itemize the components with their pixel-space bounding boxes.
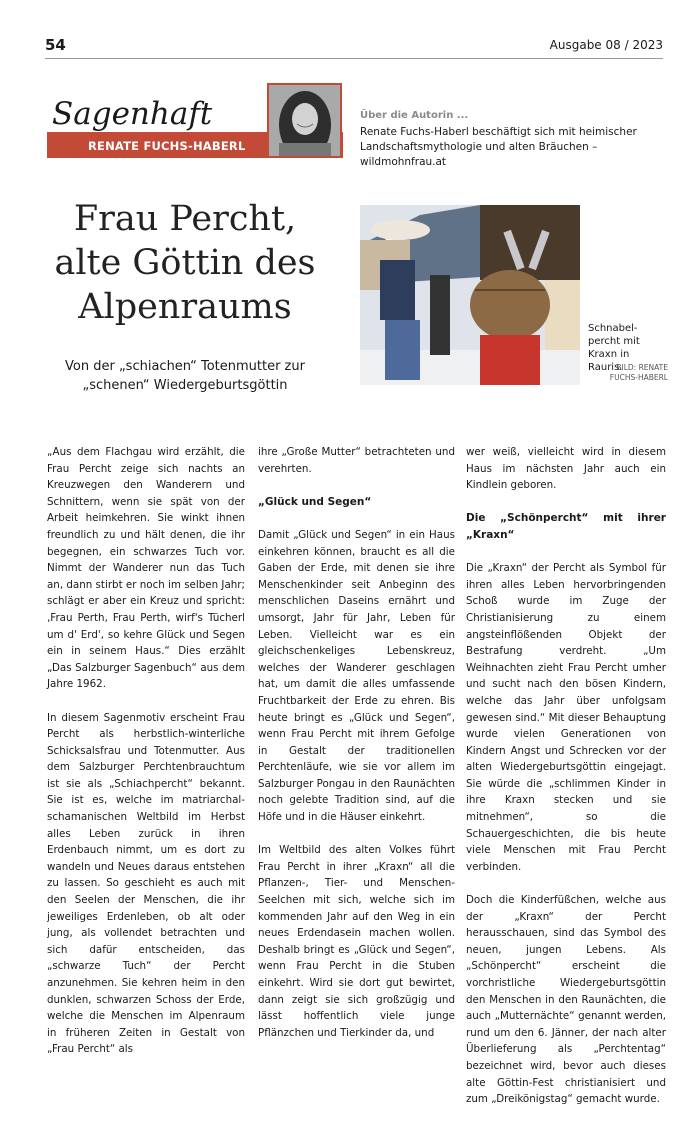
paragraph: Doch die Kinderfüßchen, welche aus der „Kraxn“ der Percht herausschauen, sind das Symbol des neuen, jungen Lebens. Als „Schönpercht“ erscheint die vorchristliche Wiedergeburtsgöttin den Menschen in den Raunächten, die auch „Mutternächte“ genannt werden, rund um den 6. Jänner, der nach alter Überlieferung als „Perchtentag“ bezeichnet wird, bevor auch dieses alte Göttin-Fest christianisiert und zum „Dreikönigstag“ gemacht wurde. (466, 894, 666, 1106)
article-column-1 (47, 444, 245, 1075)
article-photo (360, 205, 580, 385)
author-portrait (267, 83, 342, 158)
article-column-3 (466, 444, 666, 1124)
article-title: Frau Percht, alte Göttin des Alpenraums (54, 199, 316, 327)
article-subtitle: Von der „schiachen“ Totenmutter zur „schenen“ Wiedergeburtsgöttin (65, 359, 305, 393)
paragraph: Die „Kraxn“ der Percht als Symbol für ihren alles Leben hervorbringenden Schoß wurde im Zuge der Christianisierung zu einem angsteinflößenden Objekt der Bestrafung verdreht. „Um Weihnachten zieht Frau Percht umher und sucht nach den bösen Kindern, welche das Jahr über unfolgsam gewesen sind.“ Mit dieser Behauptung wurde vielen Generationen von Kindern Angst und Schrecken vor der alten Wiedergeburtsgöttin eingejagt. Sie würde die „schlimmen Kinder in ihre Kraxn stecken und sie mitnehmen“, so die Schauergeschichten, die bis heute viele Menschen mit Frau Percht verbinden. (466, 562, 666, 873)
about-author-text: Renate Fuchs-Haberl beschäftigt sich mit heimischer Landschaftsmythologie und alten Bräuchen – wildmohnfrau.at (360, 126, 637, 168)
page-number: 54 (45, 36, 66, 54)
header-divider (45, 58, 663, 59)
paragraph: wer weiß, vielleicht wird in diesem Haus im nächsten Jahr auch ein Kindlein geboren. (466, 446, 666, 492)
paragraph: „Aus dem Flachgau wird erzählt, die Frau Percht zeige sich nachts an Kreuzwegen den Wanderern und Schnittern, wenn sie spät von der Arbeit heimkehren. Sie winkt ihnen freundlich zu und hält denen, die ihr begegnen, ein schwarzes Tuch vor. Nimmt der Wanderer nun das Tuch an, dann stirbt er noch im selben Jahr; schlägt er aber ein Kreuz und spricht: ‚Frau Perth, Frau Perth, wirf's Tücherl um d' Erd', so kehre Glück und Segen ein in seinem Haus.“ Dies erzählt „Das Salzburger Sagenbuch“ aus dem Jahre 1962. (47, 446, 245, 691)
article-column-2 (258, 444, 455, 1058)
author-name: RENATE FUCHS-HABERL (88, 139, 246, 153)
subheading: Die „Schönpercht“ mit ihrer „Kraxn“ (466, 512, 666, 541)
photo-credit: BILD: RENATE FUCHS-HABERL (609, 363, 668, 382)
issue-label: Ausgabe 08 / 2023 (549, 38, 663, 52)
about-author-heading: Über die Autorin ... (360, 110, 469, 121)
photo-caption-text: Schnabel-percht mit Kraxn in Rauris. (588, 323, 640, 373)
subheading: „Glück und Segen“ (258, 495, 372, 508)
paragraph: Im Weltbild des alten Volkes führt Frau Percht in ihrer „Kraxn“ all die Pflanzen-, Tier- und Menschen-Seelchen mit sich, welche sich im kommenden Jahr auf den Weg in ein neues Erdendasein machen wollen. Deshalb bringt es „Glück und Segen“, wenn Frau Percht in die Stuben einkehrt. Wird sie dort gut bewirtet, dann zeigt sie sich großzügig und lässt hoffentlich viele junge Pflänzchen und Tierkinder da, und (258, 844, 455, 1039)
paragraph: In diesem Sagenmotiv erscheint Frau Percht als herbstlich-winterliche Schicksalsfrau und Totenmutter. Aus dem Salzburger Perchtenbrauchtum ist sie als „Schiachpercht“ bekannt. Sie ist es, welche im matriarchal-schamanischen Weltbild im Herbst alles Leben zurück in ihren Erdenbauch nimmt, um es dort zu wandeln und Neues daraus entstehen zu lassen. So geschieht es auch mit den Seelen der Menschen, die ihr jeweiliges Erdenleben, ob alt oder jung, als vollendet betrachten und sich dafür entscheiden, das „schwarze Tuch“ der Percht anzunehmen. Sie kehren heim in den dunklen, schwarzen Schoss der Erde, welche die Menschen im Alpenraum in früheren Zeiten in Gestalt von „Frau Percht“ als (47, 711, 245, 1056)
section-title: Sagenhaft (52, 96, 213, 132)
paragraph: ihre „Große Mutter“ betrachteten und verehrten. (258, 446, 455, 475)
paragraph: Damit „Glück und Segen“ in ein Haus einkehren können, braucht es all die Gaben der Erde, mit denen sie ihre Menschenkinder seit Anbeginn des menschlichen Daseins ernährt und umsorgt, Jahr für Jahr, Leben für Leben. Vielleicht war es ein gleichschenkeliges Lebenskreuz, welches der Wanderer geschlagen hat, um damit die alles umfassende Fruchtbarkeit der Erde zu ehren. Bis heute bringt es „Glück und Segen“, wenn Frau Percht mit ihrem Gefolge in Gestalt der traditionellen Perchtenläufe, wie sie vor allem im Salzburger Pongau in den Raunächten noch gelebte Tradition sind, auf die Höfe und in die Häuser einkehrt. (258, 528, 455, 824)
